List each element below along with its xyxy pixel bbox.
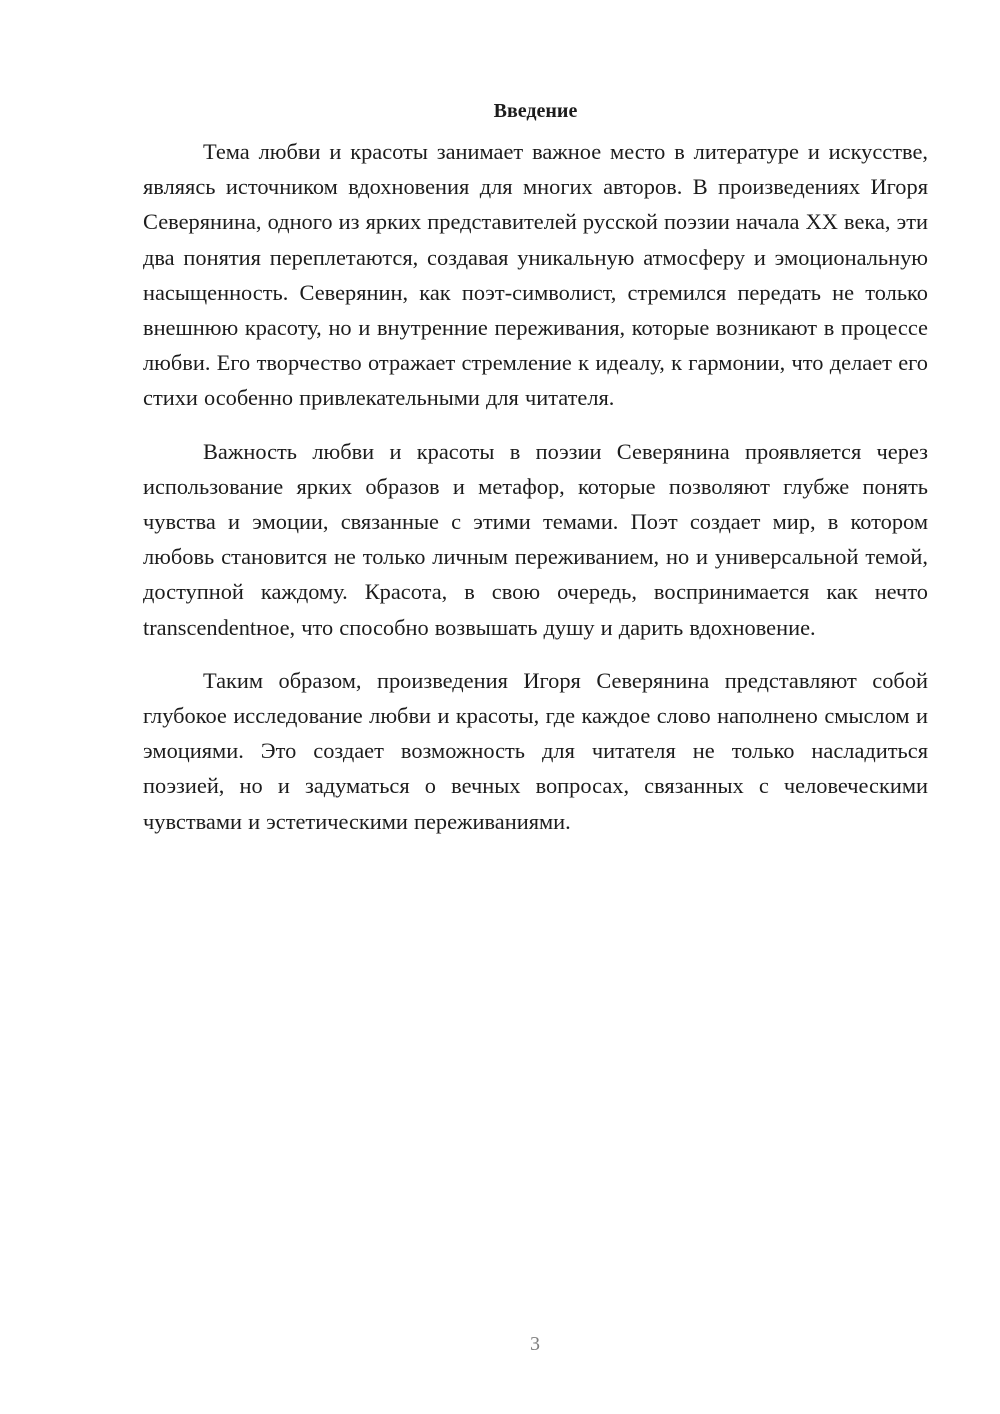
section-heading: Введение <box>493 100 578 122</box>
page-content <box>143 96 928 857</box>
paragraph-2: Важность любви и красоты в поэзии Северянина проявляется через использование ярких образов и метафор, которые позволяют глубже понять чувства и эмоции, связанные с этими темами. Поэт создает мир, в котором любовь становится не только личным переживанием, но и универсальной темой, доступной каждому. Красота, в свою очередь, воспринимается как нечто transcendentное, что способно возвышать душу и дарить вдохновение. <box>143 438 928 640</box>
page-number: 3 <box>530 1333 540 1355</box>
paragraph-1: Тема любви и красоты занимает важное место в литературе и искусстве, являясь источником вдохновения для многих авторов. В произведениях Игоря Северянина, одного из ярких представителей русской поэзии начала XX века, эти два понятия переплетаются, создавая уникальную атмосферу и эмоциональную насыщенность. Северянин, как поэт-символист, стремился передать не только внешнюю красоту, но и внутренние переживания, которые возникают в процессе любви. Его творчество отражает стремление к идеалу, к гармонии, что делает его стихи особенно привлекательными для читателя. <box>143 139 928 411</box>
paragraph-3: Таким образом, произведения Игоря Северянина представляют собой глубокое исследование любви и красоты, где каждое слово наполнено смыслом и эмоциями. Это создает возможность для читателя не только насладиться поэзией, но и задуматься о вечных вопросах, связанных с человеческими чувствами и эстетическими переживаниями. <box>143 667 928 834</box>
